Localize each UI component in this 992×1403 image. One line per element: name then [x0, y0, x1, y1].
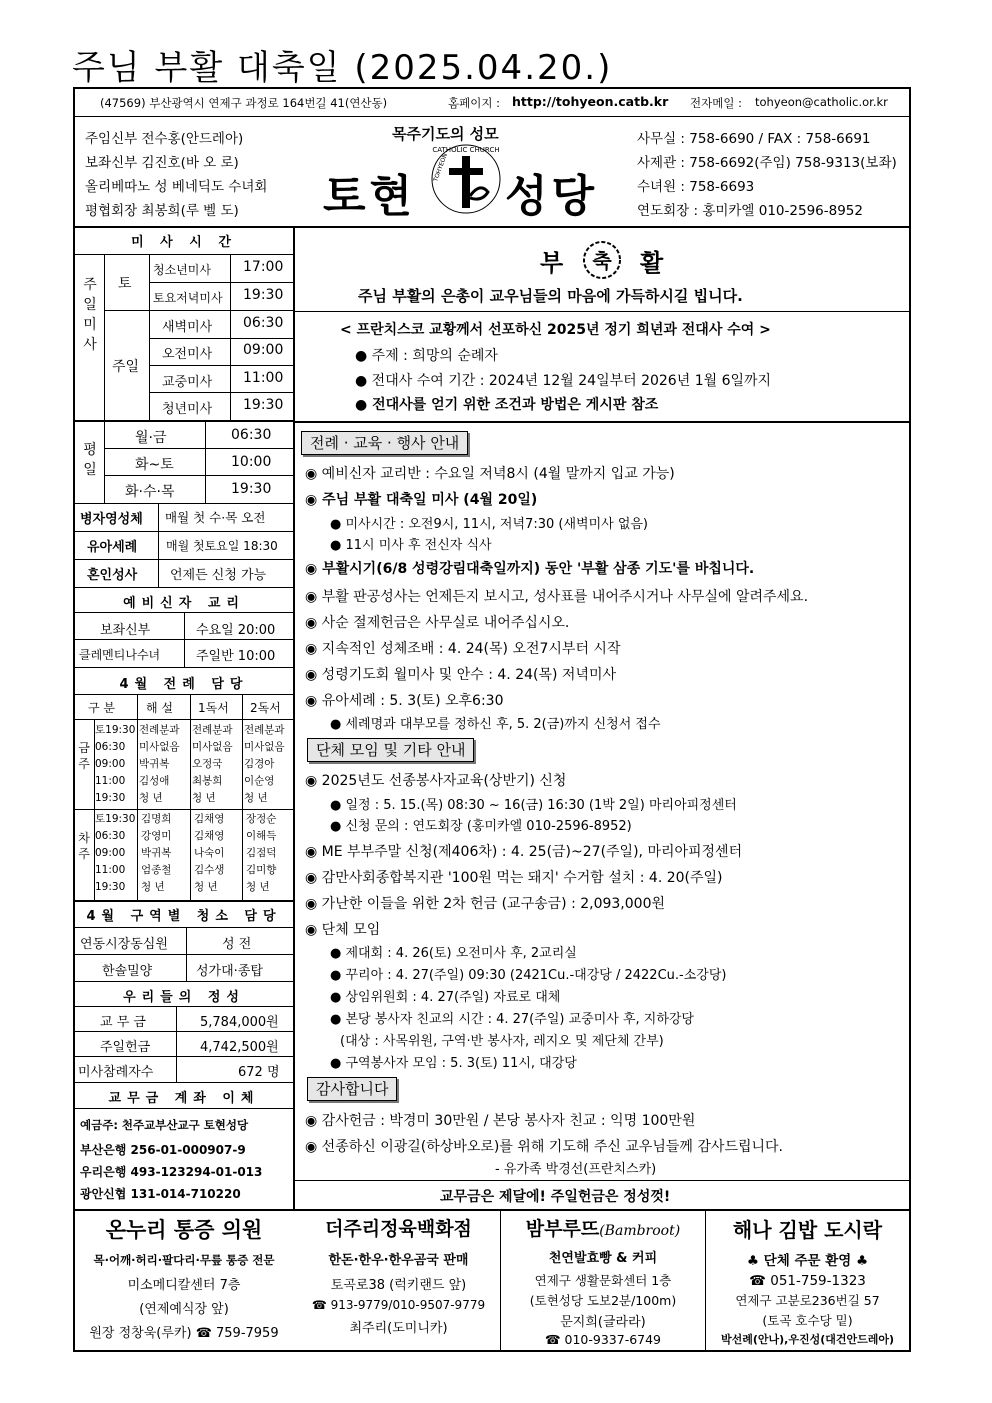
ad-clinic: 온누리 통증 의원 목·어깨·허리·팔다리·무릎 통증 전문 미소메디칼센터 7층 (연제예식장 앞) 원장 정창욱(루카) ☎ 759-7959 — [89, 1218, 279, 1341]
notice-confession: ◉ 부활 판공성사는 언제든지 보시고, 성사표를 내어주시거나 사무실에 알려주세요. — [305, 589, 809, 605]
section-groups-header: 단체 모임 및 기타 안내 — [307, 738, 474, 762]
notice-group-meetings: ◉ 단체 모임 — [305, 922, 381, 938]
sat-time-2: 19:30 — [243, 287, 284, 303]
liturgy-header-4: 2독서 — [250, 701, 281, 715]
notice-funeral-training: ◉ 2025년도 선종봉사자교육(상반기) 신청 — [305, 773, 567, 789]
next-week-commentator: 김명희 강영미 박귀복 엄종철 청 년 — [141, 813, 172, 893]
notice-training-contact: ● 신청 문의 : 연도회장 (홍미카엘 010-2596-8952) — [330, 819, 632, 834]
offering-label-3: 미사참례자수 — [78, 1065, 154, 1080]
mass-times-title: 미 사 시 간 — [131, 235, 237, 250]
liturgy-header-2: 해 설 — [146, 701, 173, 715]
jubilee-item-1: ● 주제 : 희망의 순례자 — [355, 348, 498, 364]
section-thanks-header: 감사합니다 — [307, 1077, 397, 1101]
notice-mass-times: ● 미사시간 : 오전9시, 11시, 저녁7:30 (새벽미사 없음) — [330, 517, 649, 532]
catechumen-teacher-1: 보좌신부 — [100, 623, 151, 638]
sat-mass-2: 토요저녁미사 — [153, 291, 223, 305]
weekday-label: 평일 — [83, 442, 97, 478]
homepage-link[interactable]: http://tohyeon.catb.kr — [512, 94, 669, 109]
staff-sisters: 올리베따노 성 베네딕도 수녀회 — [85, 179, 268, 195]
staff-pastor: 주임신부 전수홍(안드레아) — [85, 131, 244, 147]
account-woori: 우리은행 493-123294-01-013 — [80, 1165, 263, 1179]
sat-mass-1: 청소년미사 — [153, 263, 211, 277]
address: (47569) 부산광역시 연제구 과정로 164번길 41(연산동) — [100, 96, 388, 110]
offering-title: 우리들의 정성 — [123, 990, 245, 1005]
cleaning-title: 4월 구역별 청소 담당 — [86, 909, 282, 924]
weekday-time-1: 06:30 — [231, 427, 272, 443]
sun-time-2: 09:00 — [243, 342, 284, 358]
jubilee-item-3: ● 전대사를 얻기 위한 조건과 방법은 게시판 참조 — [355, 397, 659, 413]
liturgy-header-1: 구 분 — [88, 701, 115, 715]
easter-wreath-icon — [578, 238, 626, 282]
notice-volunteer-target: (대상 : 사목위원, 구역·반 봉사자, 레지오 및 제단체 간부) — [340, 1034, 664, 1049]
staff-council: 평협회장 최봉희(루 벨 도) — [85, 203, 239, 219]
cleaning-place-1: 성 전 — [222, 937, 252, 952]
next-week-times: 토19:30 06:30 09:00 11:00 19:30 — [95, 813, 136, 893]
seal-text-2: TOHYEON — [432, 152, 449, 183]
contact-funeral: 연도회장 : 홍미카엘 010-2596-8952 — [637, 203, 863, 219]
contact-rectory: 사제관 : 758-6692(주임) 758-9313(보좌) — [637, 155, 897, 171]
notice-me-weekend: ◉ ME 부부주말 신청(제406차) : 4. 25(금)~27(주일), 마리아피정센터 — [305, 844, 743, 860]
weekday-day-2: 화~토 — [135, 457, 174, 473]
sun-time-3: 11:00 — [243, 370, 284, 386]
this-week-reading2: 전례분과 미사없음 김경아 이순영 청 년 — [244, 724, 285, 804]
catechumen-time-1: 수요일 20:00 — [196, 623, 276, 638]
church-motto: 목주기도의 성모 — [392, 125, 499, 143]
jubilee-item-2: ● 전대사 수여 기간 : 2024년 12월 24일부터 2026년 1월 6일까지 — [355, 373, 772, 389]
section-liturgy-header: 전례 · 교육 · 행사 안내 — [301, 431, 468, 455]
homepage-label: 홈페이지 : — [448, 96, 500, 110]
weekday-day-1: 월·금 — [135, 430, 167, 446]
notice-lent-offering: ◉ 사순 절제헌금은 사무실로 내어주십시오. — [305, 615, 570, 631]
sick-communion-value: 매월 첫 수·목 오전 — [165, 510, 266, 525]
thanks-family: - 유가족 박경선(프란치스카) — [495, 1162, 657, 1177]
easter-char-right: 활 — [640, 249, 664, 277]
page-title: 주님 부활 대축일 (2025.04.20.) — [72, 48, 613, 88]
next-week-label: 차주 — [78, 831, 90, 861]
sun-label: 주일 — [112, 359, 140, 375]
this-week-commentator: 전례분과 미사없음 박귀복 김성애 청 년 — [139, 724, 180, 804]
notice-altar-society: ● 제대회 : 4. 26(토) 오전미사 후, 2교리실 — [330, 946, 577, 961]
next-week-reading1: 김채영 김채영 나숙이 김수생 청 년 — [194, 813, 225, 893]
church-name-left: 토현 — [323, 171, 417, 222]
email-link[interactable]: tohyeon@catholic.or.kr — [755, 95, 888, 109]
cleaning-area-1: 연동시장동심원 — [80, 937, 168, 952]
infant-baptism-label: 유아세례 — [87, 540, 138, 555]
sunday-mass-label: 주일미사 — [83, 277, 97, 353]
notice-training-date: ● 일정 : 5. 15.(목) 08:30 ~ 16(금) 16:30 (1박 2일) 마리아피정센터 — [330, 798, 737, 813]
seal-text: CATHOLIC CHURCH — [432, 146, 500, 154]
thanks-prayer: ◉ 선종하신 이광길(하상바오로)를 위해 기도해 주신 교우님들께 감사드립니다. — [305, 1139, 783, 1155]
staff-assistant: 보좌신부 김진호(바 오 로) — [85, 155, 239, 171]
sat-label: 토 — [118, 276, 132, 292]
contact-convent: 수녀원 : 758-6693 — [637, 179, 755, 195]
ad-bakery: 밤부루뜨(Bambroot) 천연발효빵 & 커피 연제구 생활문화센터 1층 (토현성당 도보2분/100m) 문지희(글라라) ☎ 010-9337-6749 — [525, 1218, 681, 1347]
offering-value-1: 5,784,000원 — [200, 1015, 279, 1030]
sun-time-4: 19:30 — [243, 397, 284, 413]
liturgy-title: 4월 전례 담당 — [119, 677, 249, 692]
contact-office: 사무실 : 758-6690 / FAX : 758-6691 — [637, 131, 871, 147]
this-week-label: 금주 — [78, 741, 90, 771]
account-gwangan: 광안신협 131-014-710220 — [80, 1187, 241, 1201]
church-seal-icon — [425, 138, 507, 220]
weekday-time-3: 19:30 — [231, 481, 272, 497]
weekday-day-3: 화·수·목 — [125, 484, 175, 500]
marriage-value: 언제든 신청 가능 — [170, 568, 267, 583]
notice-district-meeting: ● 구역봉사자 모임 : 5. 3(토) 11시, 대강당 — [330, 1056, 577, 1071]
church-name-right: 성당 — [505, 171, 599, 222]
email-label: 전자메일 : — [690, 96, 742, 110]
ad-butcher: 더주리정육백화점 한돈·한우·한우곰국 판매 토곡로38 (럭키랜드 앞) ☎ 913-9779/010-9507-9779 최주리(도미니카) — [311, 1218, 486, 1336]
offering-label-1: 교 무 금 — [100, 1015, 146, 1030]
notice-easter-mass: ◉ 주님 부활 대축일 미사 (4월 20일) — [305, 492, 538, 508]
sun-mass-1: 새벽미사 — [162, 320, 213, 335]
jubilee-title: < 프란치스코 교황께서 선포하신 2025년 정기 희년과 전대사 수여 > — [340, 322, 771, 338]
sun-mass-2: 오전미사 — [162, 347, 213, 362]
offering-value-2: 4,742,500원 — [200, 1040, 279, 1055]
notice-spirit-prayer: ◉ 성령기도회 월미사 및 안수 : 4. 24(목) 저녁미사 — [305, 667, 617, 683]
offering-label-2: 주일헌금 — [100, 1040, 151, 1055]
catechumen-time-2: 주일반 10:00 — [196, 649, 276, 664]
catechumen-title: 예비신자 교리 — [123, 596, 245, 611]
account-holder: 예금주: 천주교부산교구 토현성당 — [80, 1118, 249, 1132]
liturgy-header-3: 1독서 — [198, 701, 229, 715]
sick-communion-label: 병자영성체 — [80, 512, 143, 527]
ad-kimbap: 해나 김밥 도시락 ♣ 단체 주문 환영 ♣ ☎ 051-759-1323 연제구 고분로236번길 57 (토곡 호수당 밑) 박선례(안나),우진성(대건안드레아) — [720, 1218, 895, 1346]
sun-time-1: 06:30 — [243, 315, 284, 331]
marriage-label: 혼인성사 — [87, 568, 138, 583]
next-week-reading2: 장정순 이해득 김점덕 김미향 청 년 — [246, 813, 277, 893]
easter-char-left: 부 — [540, 249, 564, 277]
infant-baptism-value: 매월 첫토요일 18:30 — [166, 539, 278, 553]
cleaning-place-2: 성가대·종탑 — [196, 964, 263, 979]
easter-message: 주님 부활의 은총이 교우님들의 마음에 가득하시길 빕니다. — [358, 287, 743, 305]
easter-char-mid: 축 — [592, 249, 612, 273]
catechumen-teacher-2: 클레멘티나수녀 — [79, 648, 161, 662]
account-busan: 부산은행 256-01-000907-9 — [80, 1143, 246, 1157]
weekday-time-2: 10:00 — [231, 454, 272, 470]
footer-message: 교무금은 제달에! 주일헌금은 정성껏! — [440, 1189, 671, 1205]
notice-second-collection: ◉ 가난한 이들을 위한 2차 헌금 (교구송금) : 2,093,000원 — [305, 896, 666, 912]
notice-easter-prayer: ◉ 부활시기(6/8 성령강림대축일까지) 동안 '부활 삼종 기도'를 바칩니다. — [305, 561, 755, 577]
notice-committee: ● 상임위원회 : 4. 27(주일) 자료로 대체 — [330, 990, 561, 1005]
notice-adoration: ◉ 지속적인 성체조배 : 4. 24(목) 오전7시부터 시작 — [305, 641, 621, 657]
account-title: 교무금 계좌 이체 — [108, 1091, 260, 1106]
sun-mass-3: 교중미사 — [162, 375, 213, 390]
notice-curia: ● 꾸리아 : 4. 27(주일) 09:30 (2421Cu.-대강당 / 2422Cu.-소강당) — [330, 968, 727, 983]
cleaning-area-2: 한솔밀양 — [102, 964, 153, 979]
notice-catechumen: ◉ 예비신자 교리반 : 수요일 저녁8시 (4월 말까지 입교 가능) — [305, 466, 675, 482]
notice-meal: ● 11시 미사 후 전신자 식사 — [330, 538, 492, 553]
notice-baptism-form: ● 세례명과 대부모를 정하신 후, 5. 2(금)까지 신청서 접수 — [330, 717, 661, 732]
notice-infant-baptism: ◉ 유아세례 : 5. 3(토) 오후6:30 — [305, 693, 504, 709]
sat-time-1: 17:00 — [243, 259, 284, 275]
notice-piggy-bank: ◉ 감만사회종합복지관 '100원 먹는 돼지' 수거함 설치 : 4. 20(주일) — [305, 870, 723, 886]
offering-value-3: 672 명 — [238, 1065, 280, 1080]
this-week-reading1: 전례분과 미사없음 오정국 최봉희 청 년 — [192, 724, 233, 804]
notice-volunteer-gathering: ● 본당 봉사자 친교의 시간 : 4. 27(주일) 교중미사 후, 지하강당 — [330, 1012, 694, 1027]
sun-mass-4: 청년미사 — [162, 402, 213, 417]
thanks-offering: ◉ 감사헌금 : 박경미 30만원 / 본당 봉사자 친교 : 익명 100만원 — [305, 1113, 696, 1129]
this-week-times: 토19:30 06:30 09:00 11:00 19:30 — [95, 724, 136, 804]
